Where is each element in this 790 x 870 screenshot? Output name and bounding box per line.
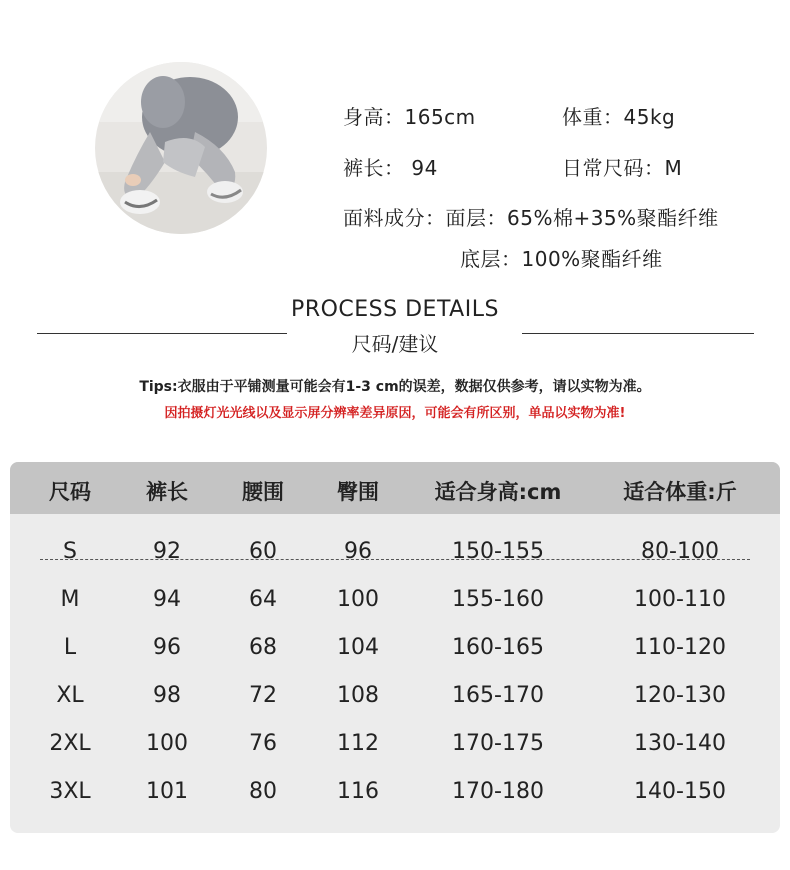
- table-header: [10, 462, 780, 514]
- cell-weight: 80-100: [641, 539, 719, 564]
- cell-size: XL: [56, 683, 84, 708]
- model-usual-size: 日常尺码：M: [562, 156, 683, 180]
- header-waist: 腰围: [242, 480, 284, 504]
- cell-length: 100: [146, 731, 188, 756]
- cell-height: 150-155: [452, 539, 544, 564]
- cell-hip: 116: [337, 779, 379, 804]
- header-size: 尺码: [49, 480, 91, 504]
- cell-hip: 108: [337, 683, 379, 708]
- cell-size: M: [60, 587, 80, 612]
- model-weight: 体重：45kg: [562, 105, 676, 129]
- cell-height: 170-180: [452, 779, 544, 804]
- cell-size: L: [63, 635, 77, 660]
- table-row: [10, 577, 780, 625]
- cell-hip: 100: [337, 587, 379, 612]
- table-row: [10, 529, 780, 577]
- row-divider: [40, 559, 750, 560]
- header-height: 适合身高:cm: [434, 480, 562, 504]
- cell-size: 3XL: [49, 779, 91, 804]
- cell-hip: 96: [344, 539, 372, 564]
- section-title-en: PROCESS DETAILS: [291, 297, 499, 322]
- table-row: [10, 721, 780, 769]
- size-table: [10, 462, 780, 833]
- cell-waist: 68: [249, 635, 277, 660]
- header-hip: 臀围: [337, 480, 379, 504]
- tips-warning: 因拍摄灯光光线以及显示屏分辨率差异原因，可能会有所区别，单品以实物为准!: [164, 406, 626, 421]
- cell-length: 96: [153, 635, 181, 660]
- cell-height: 160-165: [452, 635, 544, 660]
- model-pants-length: 裤长： 94: [343, 156, 438, 180]
- cell-height: 165-170: [452, 683, 544, 708]
- section-title-cn: 尺码/建议: [351, 332, 439, 356]
- cell-length: 101: [146, 779, 188, 804]
- table-row: [10, 673, 780, 721]
- cell-waist: 60: [249, 539, 277, 564]
- cell-hip: 104: [337, 635, 379, 660]
- cell-hip: 112: [337, 731, 379, 756]
- cell-waist: 80: [249, 779, 277, 804]
- fabric-bottom-layer: 底层：100%聚酯纤维: [460, 247, 663, 271]
- header-weight: 适合体重:斤: [623, 480, 737, 504]
- cell-weight: 110-120: [634, 635, 726, 660]
- cell-height: 155-160: [452, 587, 544, 612]
- cell-size: S: [63, 539, 77, 564]
- table-row: [10, 625, 780, 673]
- cell-weight: 140-150: [634, 779, 726, 804]
- cell-waist: 72: [249, 683, 277, 708]
- model-height: 身高：165cm: [343, 105, 476, 129]
- cell-length: 92: [153, 539, 181, 564]
- cell-weight: 130-140: [634, 731, 726, 756]
- cell-weight: 100-110: [634, 587, 726, 612]
- table-row: [10, 769, 780, 817]
- cell-waist: 64: [249, 587, 277, 612]
- header-length: 裤长: [146, 480, 188, 504]
- cell-height: 170-175: [452, 731, 544, 756]
- cell-size: 2XL: [49, 731, 91, 756]
- model-photo: [95, 62, 267, 234]
- cell-length: 98: [153, 683, 181, 708]
- fabric-composition: 面料成分：面层：65%棉+35%聚酯纤维: [343, 206, 719, 230]
- cell-waist: 76: [249, 731, 277, 756]
- cell-weight: 120-130: [634, 683, 726, 708]
- cell-length: 94: [153, 587, 181, 612]
- tips-note: Tips:衣服由于平铺测量可能会有1-3 cm的误差，数据仅供参考，请以实物为准。: [139, 379, 651, 395]
